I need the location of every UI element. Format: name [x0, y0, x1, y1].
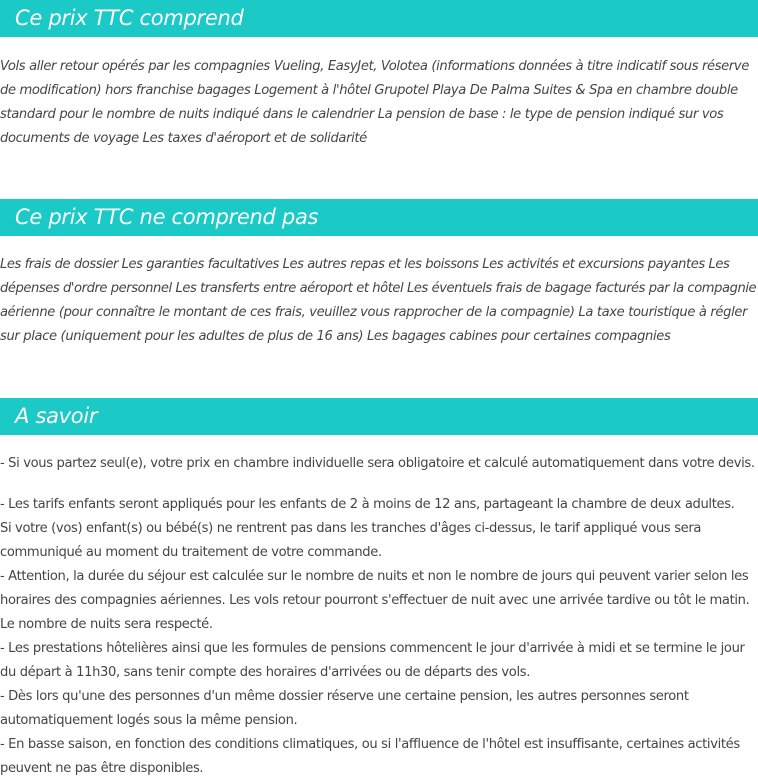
section-header-not-included	[0, 199, 758, 236]
text-line: Vols aller retour opérés par les compagnies Vueling, EasyJet, Volotea (informations données à titre indicatif sous réserve	[0, 59, 750, 74]
text-line: du départ à 11h30, sans tenir compte des horaires d'arrivées ou de départs des vols.	[0, 665, 531, 680]
text-line: Le nombre de nuits sera respecté.	[0, 617, 213, 632]
section-title-included: Ce prix TTC comprend	[15, 6, 244, 30]
text-line: de modification) hors franchise bagages Logement à l'hôtel Grupotel Playa De Palma Suites & Spa en chambre double	[0, 83, 738, 98]
text-line: - Si vous partez seul(e), votre prix en chambre individuelle sera obligatoire et calculé automatiquement dans votre devis.	[0, 456, 755, 471]
text-line: - Dès lors qu'une des personnes d'un même dossier réserve une certaine pension, les autres personnes seront	[0, 689, 689, 704]
text-line: - En basse saison, en fonction des conditions climatiques, ou si l'affluence de l'hôtel est insuffisante, certaines activités	[0, 737, 740, 752]
text-line: - Attention, la durée du séjour est calculée sur le nombre de nuits et non le nombre de jours qui peuvent varier selon les	[0, 569, 749, 584]
section-header-included	[0, 0, 758, 37]
section-included	[0, 0, 758, 146]
text-line: documents de voyage Les taxes d'aéroport et de solidarité	[0, 131, 367, 146]
text-line: horaires des compagnies aériennes. Les vols retour pourront s'effectuer de nuit avec une arrivée tardive ou tôt le matin.	[0, 593, 750, 608]
text-line: Les frais de dossier Les garanties facultatives Les autres repas et les boissons Les activités et excursions payantes Les	[0, 257, 730, 272]
section-good-to-know	[0, 398, 758, 776]
text-line: - Les prestations hôtelières ainsi que les formules de pensions commencent le jour d'arrivée à midi et se termine le jour	[0, 641, 745, 656]
not-included-description	[0, 253, 756, 349]
included-description	[0, 55, 749, 151]
text-line: dépenses d'ordre personnel Les transferts entre aéroport et hôtel Les éventuels frais de bagage facturés par la compagnie	[0, 281, 757, 296]
good-to-know-details	[0, 493, 749, 781]
text-line: sur place (uniquement pour les adultes de plus de 16 ans) Les bagages cabines pour certaines compagnies	[0, 329, 671, 344]
good-to-know-intro	[0, 452, 755, 476]
text-line: Si votre (vos) enfant(s) ou bébé(s) ne rentrent pas dans les tranches d'âges ci-dessus, le tarif appliqué vous sera	[0, 521, 702, 536]
text-line: communiqué au moment du traitement de votre commande.	[0, 545, 382, 560]
section-title-not-included: Ce prix TTC ne comprend pas	[15, 205, 319, 229]
text-line: automatiquement logés sous la même pension.	[0, 713, 298, 728]
section-not-included	[0, 199, 758, 344]
text-line: standard pour le nombre de nuits indiqué dans le calendrier La pension de base : le type de pension indiqué sur vos	[0, 107, 724, 122]
section-header-good-to-know	[0, 398, 758, 435]
section-title-good-to-know: A savoir	[15, 404, 98, 428]
text-line: peuvent ne pas être disponibles.	[0, 761, 204, 776]
text-line: aérienne (pour connaître le montant de ces frais, veuillez vous rapprocher de la compagnie) La taxe touristique à régler	[0, 305, 748, 320]
text-line: - Les tarifs enfants seront appliqués pour les enfants de 2 à moins de 12 ans, partageant la chambre de deux adultes.	[0, 497, 735, 512]
